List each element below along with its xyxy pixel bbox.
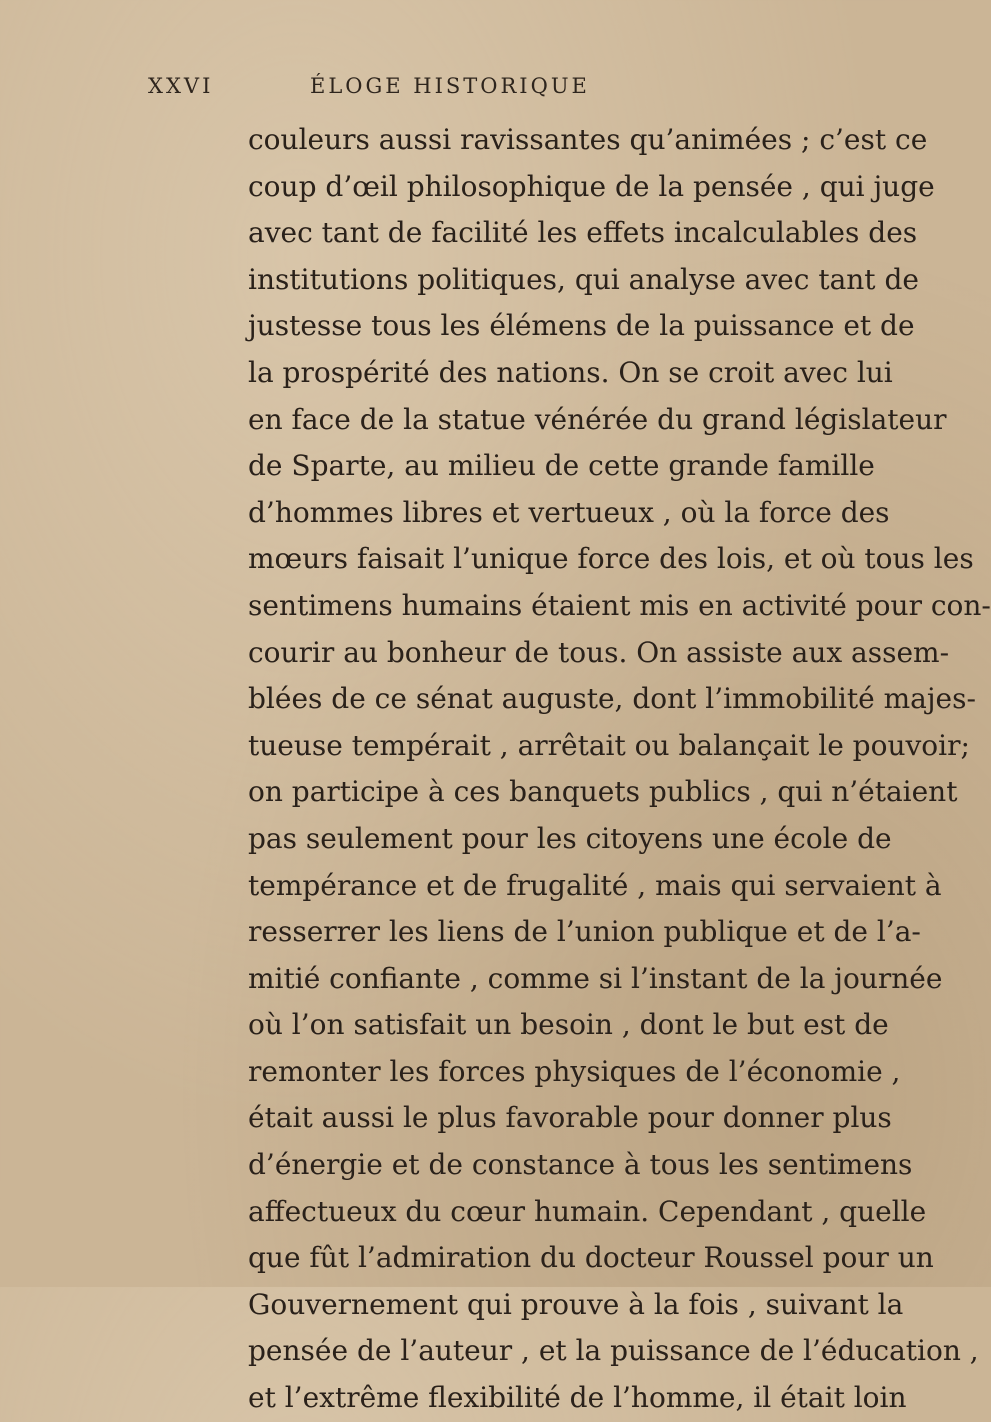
text-line: on participe à ces banquets publics , qui n’étaient <box>248 775 958 809</box>
text-line: coup d’œil philosophique de la pensée , qui juge <box>248 169 935 203</box>
text-line: avec tant de facilité les effets incalculables des <box>248 216 918 250</box>
text-line: institutions politiques, qui analyse avec tant de <box>248 262 919 296</box>
running-title: ÉLOGE HISTORIQUE <box>310 74 590 98</box>
text-line: Gouvernement qui prouve à la fois , suivant la <box>248 1287 904 1321</box>
page-number: XXVI <box>148 74 214 98</box>
text-line: tempérance et de frugalité , mais qui servaient à <box>248 868 942 902</box>
text-line: pas seulement pour les citoyens une école de <box>248 821 892 855</box>
text-line: justesse tous les élémens de la puissance et de <box>248 309 915 343</box>
text-line: mitié confiante , comme si l’instant de la journée <box>248 961 943 995</box>
body-text <box>248 117 991 1422</box>
text-line: affectueux du cœur humain. Cependant , quelle <box>248 1194 927 1228</box>
text-line: et l’extrême flexibilité de l’homme, il était loin <box>248 1381 907 1415</box>
text-line: tueuse tempérait , arrêtait ou balançait le pouvoir; <box>248 728 970 762</box>
text-line: en face de la statue vénérée du grand législateur <box>248 402 947 436</box>
text-line: où l’on satisfait un besoin , dont le but est de <box>248 1008 889 1042</box>
text-line: d’énergie et de constance à tous les sentimens <box>248 1148 913 1182</box>
text-line: la prospérité des nations. On se croit avec lui <box>248 355 893 389</box>
running-head <box>148 74 768 104</box>
text-line: que fût l’admiration du docteur Roussel pour un <box>248 1241 934 1275</box>
text-line: pensée de l’auteur , et la puissance de l’éducation , <box>248 1334 979 1368</box>
text-line: mœurs faisait l’unique force des lois, et où tous les <box>248 542 974 576</box>
text-line: de Sparte, au milieu de cette grande famille <box>248 449 875 483</box>
text-line: couleurs aussi ravissantes qu’animées ; c’est ce <box>248 123 928 156</box>
text-line: blées de ce sénat auguste, dont l’immobilité majes- <box>248 682 976 716</box>
text-line: sentimens humains étaient mis en activité pour con- <box>248 588 991 622</box>
text-line: courir au bonheur de tous. On assiste aux assem- <box>248 635 950 669</box>
text-line: resserrer les liens de l’union publique et de l’a- <box>248 915 921 949</box>
text-line: d’hommes libres et vertueux , où la force des <box>248 495 890 529</box>
text-line: remonter les forces physiques de l’économie , <box>248 1054 901 1088</box>
text-line: était aussi le plus favorable pour donner plus <box>248 1101 892 1135</box>
